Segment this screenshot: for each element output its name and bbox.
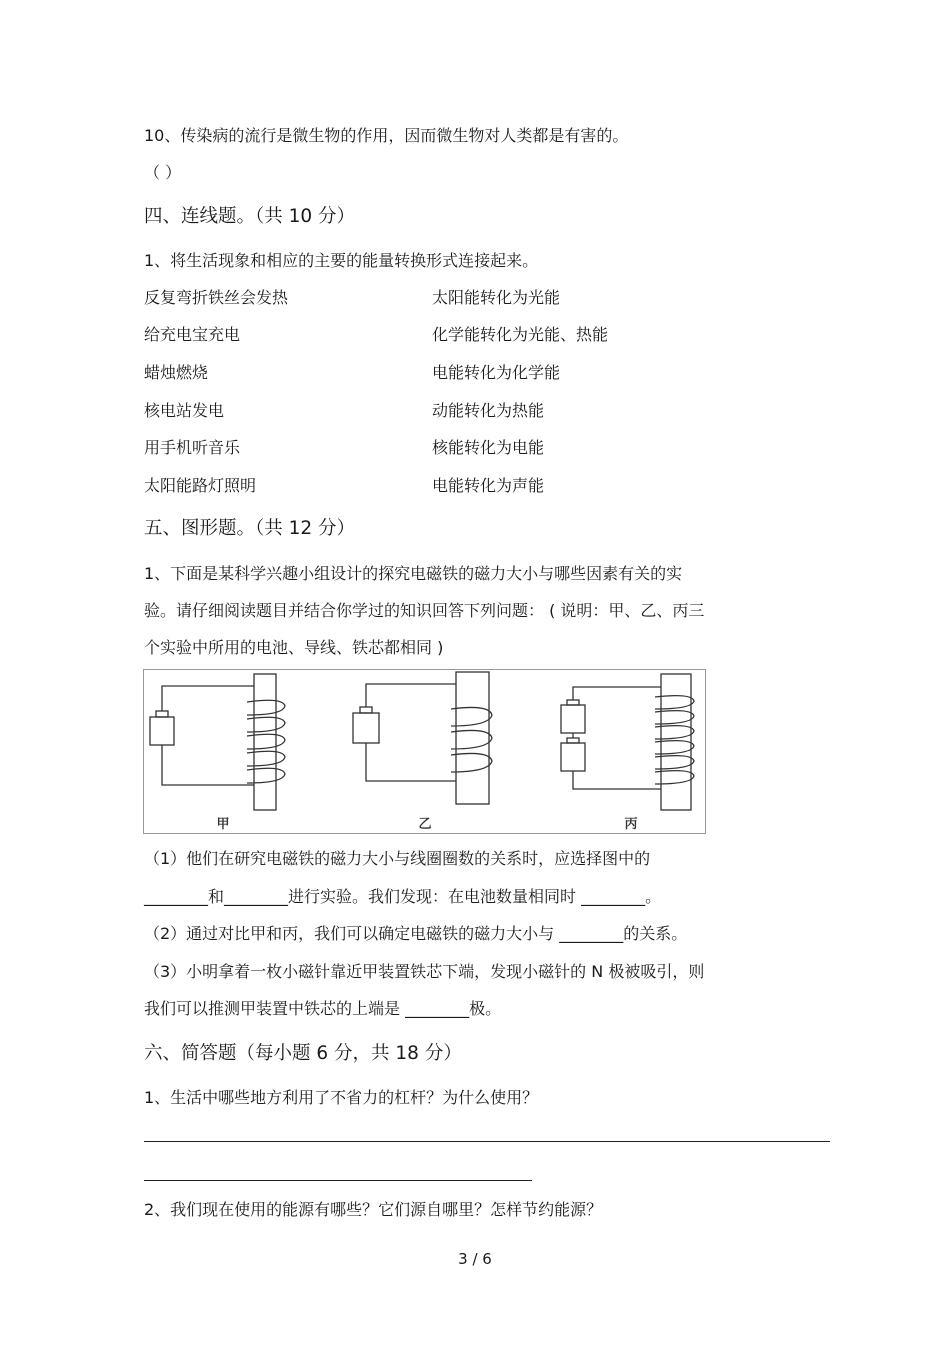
right-item: 电能转化为化学能 (432, 363, 561, 382)
section-4-question-1: 1、将生活现象和相应的主要的能量转换形式连接起来。 (144, 251, 539, 270)
sub-question-2: （2）通过对比甲和丙，我们可以确定电磁铁的磁力大小与 ________的关系。 (144, 924, 688, 943)
sub-question-3-blank: 我们可以推测甲装置中铁芯的上端是 ________极。 (144, 999, 502, 1018)
sub-question-3: （3）小明拿着一枚小磁针靠近甲装置铁芯下端，发现小磁针的 N 极被吸引，则 (144, 962, 705, 981)
right-item: 太阳能转化为光能 (432, 288, 561, 307)
section-6-title: 六、简答题（每小题 6 分，共 18 分） (144, 1043, 462, 1064)
label-jia: 甲 (216, 817, 230, 832)
right-item: 化学能转化为光能、热能 (432, 325, 609, 344)
left-item: 用手机听音乐 (144, 438, 241, 457)
question-10: 10、传染病的流行是微生物的作用，因而微生物对人类都是有害的。 (144, 126, 629, 145)
left-item: 太阳能路灯照明 (144, 476, 257, 495)
right-item: 动能转化为热能 (432, 401, 545, 420)
label-yi: 乙 (418, 817, 432, 832)
sub-question-1-blanks: ________和________进行实验。我们发现：在电池数量相同时 ________。 (144, 887, 662, 906)
section-4-title: 四、连线题。（共 10 分） (144, 206, 356, 227)
left-item: 给充电宝充电 (144, 325, 241, 344)
answer-line (144, 1141, 830, 1142)
answer-line (144, 1180, 532, 1181)
section-6-question-1: 1、生活中哪些地方利用了不省力的杠杆？为什么使用？ (144, 1088, 539, 1107)
section-5-question-line: 验。请仔细阅读题目并结合你学过的知识回答下列问题： ( 说明：甲、乙、丙三 (144, 601, 705, 620)
right-item: 电能转化为声能 (432, 476, 545, 495)
left-item: 核电站发电 (144, 401, 225, 420)
label-bing: 丙 (624, 817, 638, 832)
section-5-question-line: 1、下面是某科学兴趣小组设计的探究电磁铁的磁力大小与哪些因素有关的实 (144, 564, 683, 583)
right-item: 核能转化为电能 (432, 438, 545, 457)
section-6-question-2: 2、我们现在使用的能源有哪些？它们源自哪里？怎样节约能源？ (144, 1200, 603, 1219)
section-5-question-line: 个实验中所用的电池、导线、铁芯都相同 ) (144, 638, 444, 657)
electromagnet-diagram (143, 669, 706, 834)
left-item: 反复弯折铁丝会发热 (144, 288, 289, 307)
answer-parentheses: （ ） (144, 163, 182, 182)
page-number: 3 / 6 (458, 1250, 492, 1268)
left-item: 蜡烛燃烧 (144, 363, 209, 382)
section-5-title: 五、图形题。（共 12 分） (144, 518, 356, 539)
sub-question-1: （1）他们在研究电磁铁的磁力大小与线圈圈数的关系时，应选择图中的 (144, 849, 651, 868)
